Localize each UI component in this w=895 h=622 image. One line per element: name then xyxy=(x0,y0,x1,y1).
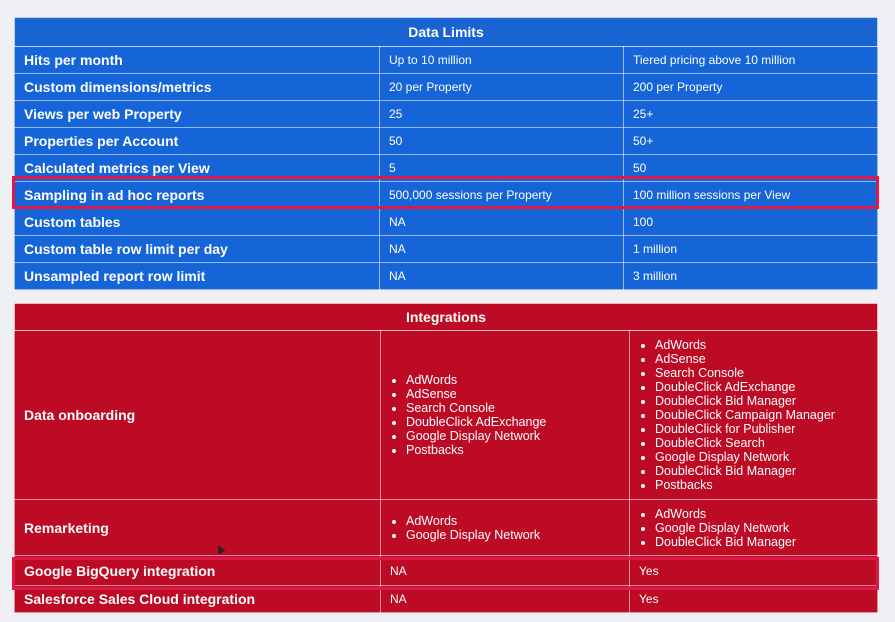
premium-value: 50+ xyxy=(624,128,878,155)
list-item: • DoubleClick Bid Manager xyxy=(655,535,868,549)
table-row xyxy=(15,209,878,236)
premium-value: Yes xyxy=(630,556,878,586)
standard-value: NA xyxy=(381,586,630,613)
row-label: Salesforce Sales Cloud integration xyxy=(15,586,381,613)
list-item: • AdWords xyxy=(406,514,620,528)
list-item: • DoubleClick AdExchange xyxy=(406,415,620,429)
standard-value: 25 xyxy=(380,101,624,128)
premium-value xyxy=(630,500,878,556)
standard-value: 500,000 sessions per Property xyxy=(380,182,624,209)
premium-value: 100 xyxy=(624,209,878,236)
row-label: Data onboarding xyxy=(15,331,381,500)
table-row xyxy=(15,236,878,263)
list-item: • DoubleClick Bid Manager xyxy=(655,464,868,478)
table-row xyxy=(15,74,878,101)
list-item: • Google Display Network xyxy=(655,450,868,464)
standard-value: 20 per Property xyxy=(380,74,624,101)
list-item: • AdWords xyxy=(406,373,620,387)
list-item: • DoubleClick Search xyxy=(655,436,868,450)
list-item: • DoubleClick for Publisher xyxy=(655,422,868,436)
row-label: Unsampled report row limit xyxy=(15,263,380,290)
row-label: Sampling in ad hoc reports xyxy=(15,182,380,209)
list-item: • AdWords xyxy=(655,338,868,352)
premium-value xyxy=(630,331,878,500)
row-label: Custom dimensions/metrics xyxy=(15,74,380,101)
list-item: • DoubleClick Bid Manager xyxy=(655,394,868,408)
list xyxy=(390,514,620,542)
list xyxy=(639,338,868,492)
premium-value: 3 million xyxy=(624,263,878,290)
list-item: • Google Display Network xyxy=(406,429,620,443)
list xyxy=(639,507,868,549)
table-row xyxy=(15,47,878,74)
list-item: • AdSense xyxy=(655,352,868,366)
premium-value: 25+ xyxy=(624,101,878,128)
integrations-table xyxy=(14,303,878,613)
list-item: • Search Console xyxy=(406,401,620,415)
list xyxy=(390,373,620,457)
table-row xyxy=(15,263,878,290)
list-item: • DoubleClick AdExchange xyxy=(655,380,868,394)
standard-value: NA xyxy=(380,236,624,263)
data-limits-table xyxy=(14,17,878,290)
table-row xyxy=(15,331,878,500)
table-row xyxy=(15,155,878,182)
integrations-title: Integrations xyxy=(15,304,878,331)
standard-value: Up to 10 million xyxy=(380,47,624,74)
row-label: Custom tables xyxy=(15,209,380,236)
table-row xyxy=(15,128,878,155)
premium-value: Yes xyxy=(630,586,878,613)
standard-value: 50 xyxy=(380,128,624,155)
row-label: Properties per Account xyxy=(15,128,380,155)
standard-value xyxy=(381,331,630,500)
row-label: Remarketing xyxy=(15,500,381,556)
table-row xyxy=(15,182,878,209)
row-label: Views per web Property xyxy=(15,101,380,128)
list-item: • Search Console xyxy=(655,366,868,380)
list-item: • AdSense xyxy=(406,387,620,401)
table-row xyxy=(15,101,878,128)
premium-value: 100 million sessions per View xyxy=(624,182,878,209)
standard-value xyxy=(381,500,630,556)
row-label: Custom table row limit per day xyxy=(15,236,380,263)
standard-value: NA xyxy=(380,209,624,236)
table-row xyxy=(15,586,878,613)
standard-value: NA xyxy=(381,556,630,586)
row-label: Google BigQuery integration xyxy=(15,556,381,586)
premium-value: 200 per Property xyxy=(624,74,878,101)
table-row xyxy=(15,556,878,586)
list-item: • Google Display Network xyxy=(406,528,620,542)
standard-value: NA xyxy=(380,263,624,290)
list-item: • Google Display Network xyxy=(655,521,868,535)
list-item: • Postbacks xyxy=(406,443,620,457)
row-label: Calculated metrics per View xyxy=(15,155,380,182)
premium-value: Tiered pricing above 10 million xyxy=(624,47,878,74)
standard-value: 5 xyxy=(380,155,624,182)
list-item: • AdWords xyxy=(655,507,868,521)
list-item: • DoubleClick Campaign Manager xyxy=(655,408,868,422)
list-item: • Postbacks xyxy=(655,478,868,492)
premium-value: 50 xyxy=(624,155,878,182)
table-row xyxy=(15,500,878,556)
row-label: Hits per month xyxy=(15,47,380,74)
premium-value: 1 million xyxy=(624,236,878,263)
data-limits-title: Data Limits xyxy=(15,18,878,47)
